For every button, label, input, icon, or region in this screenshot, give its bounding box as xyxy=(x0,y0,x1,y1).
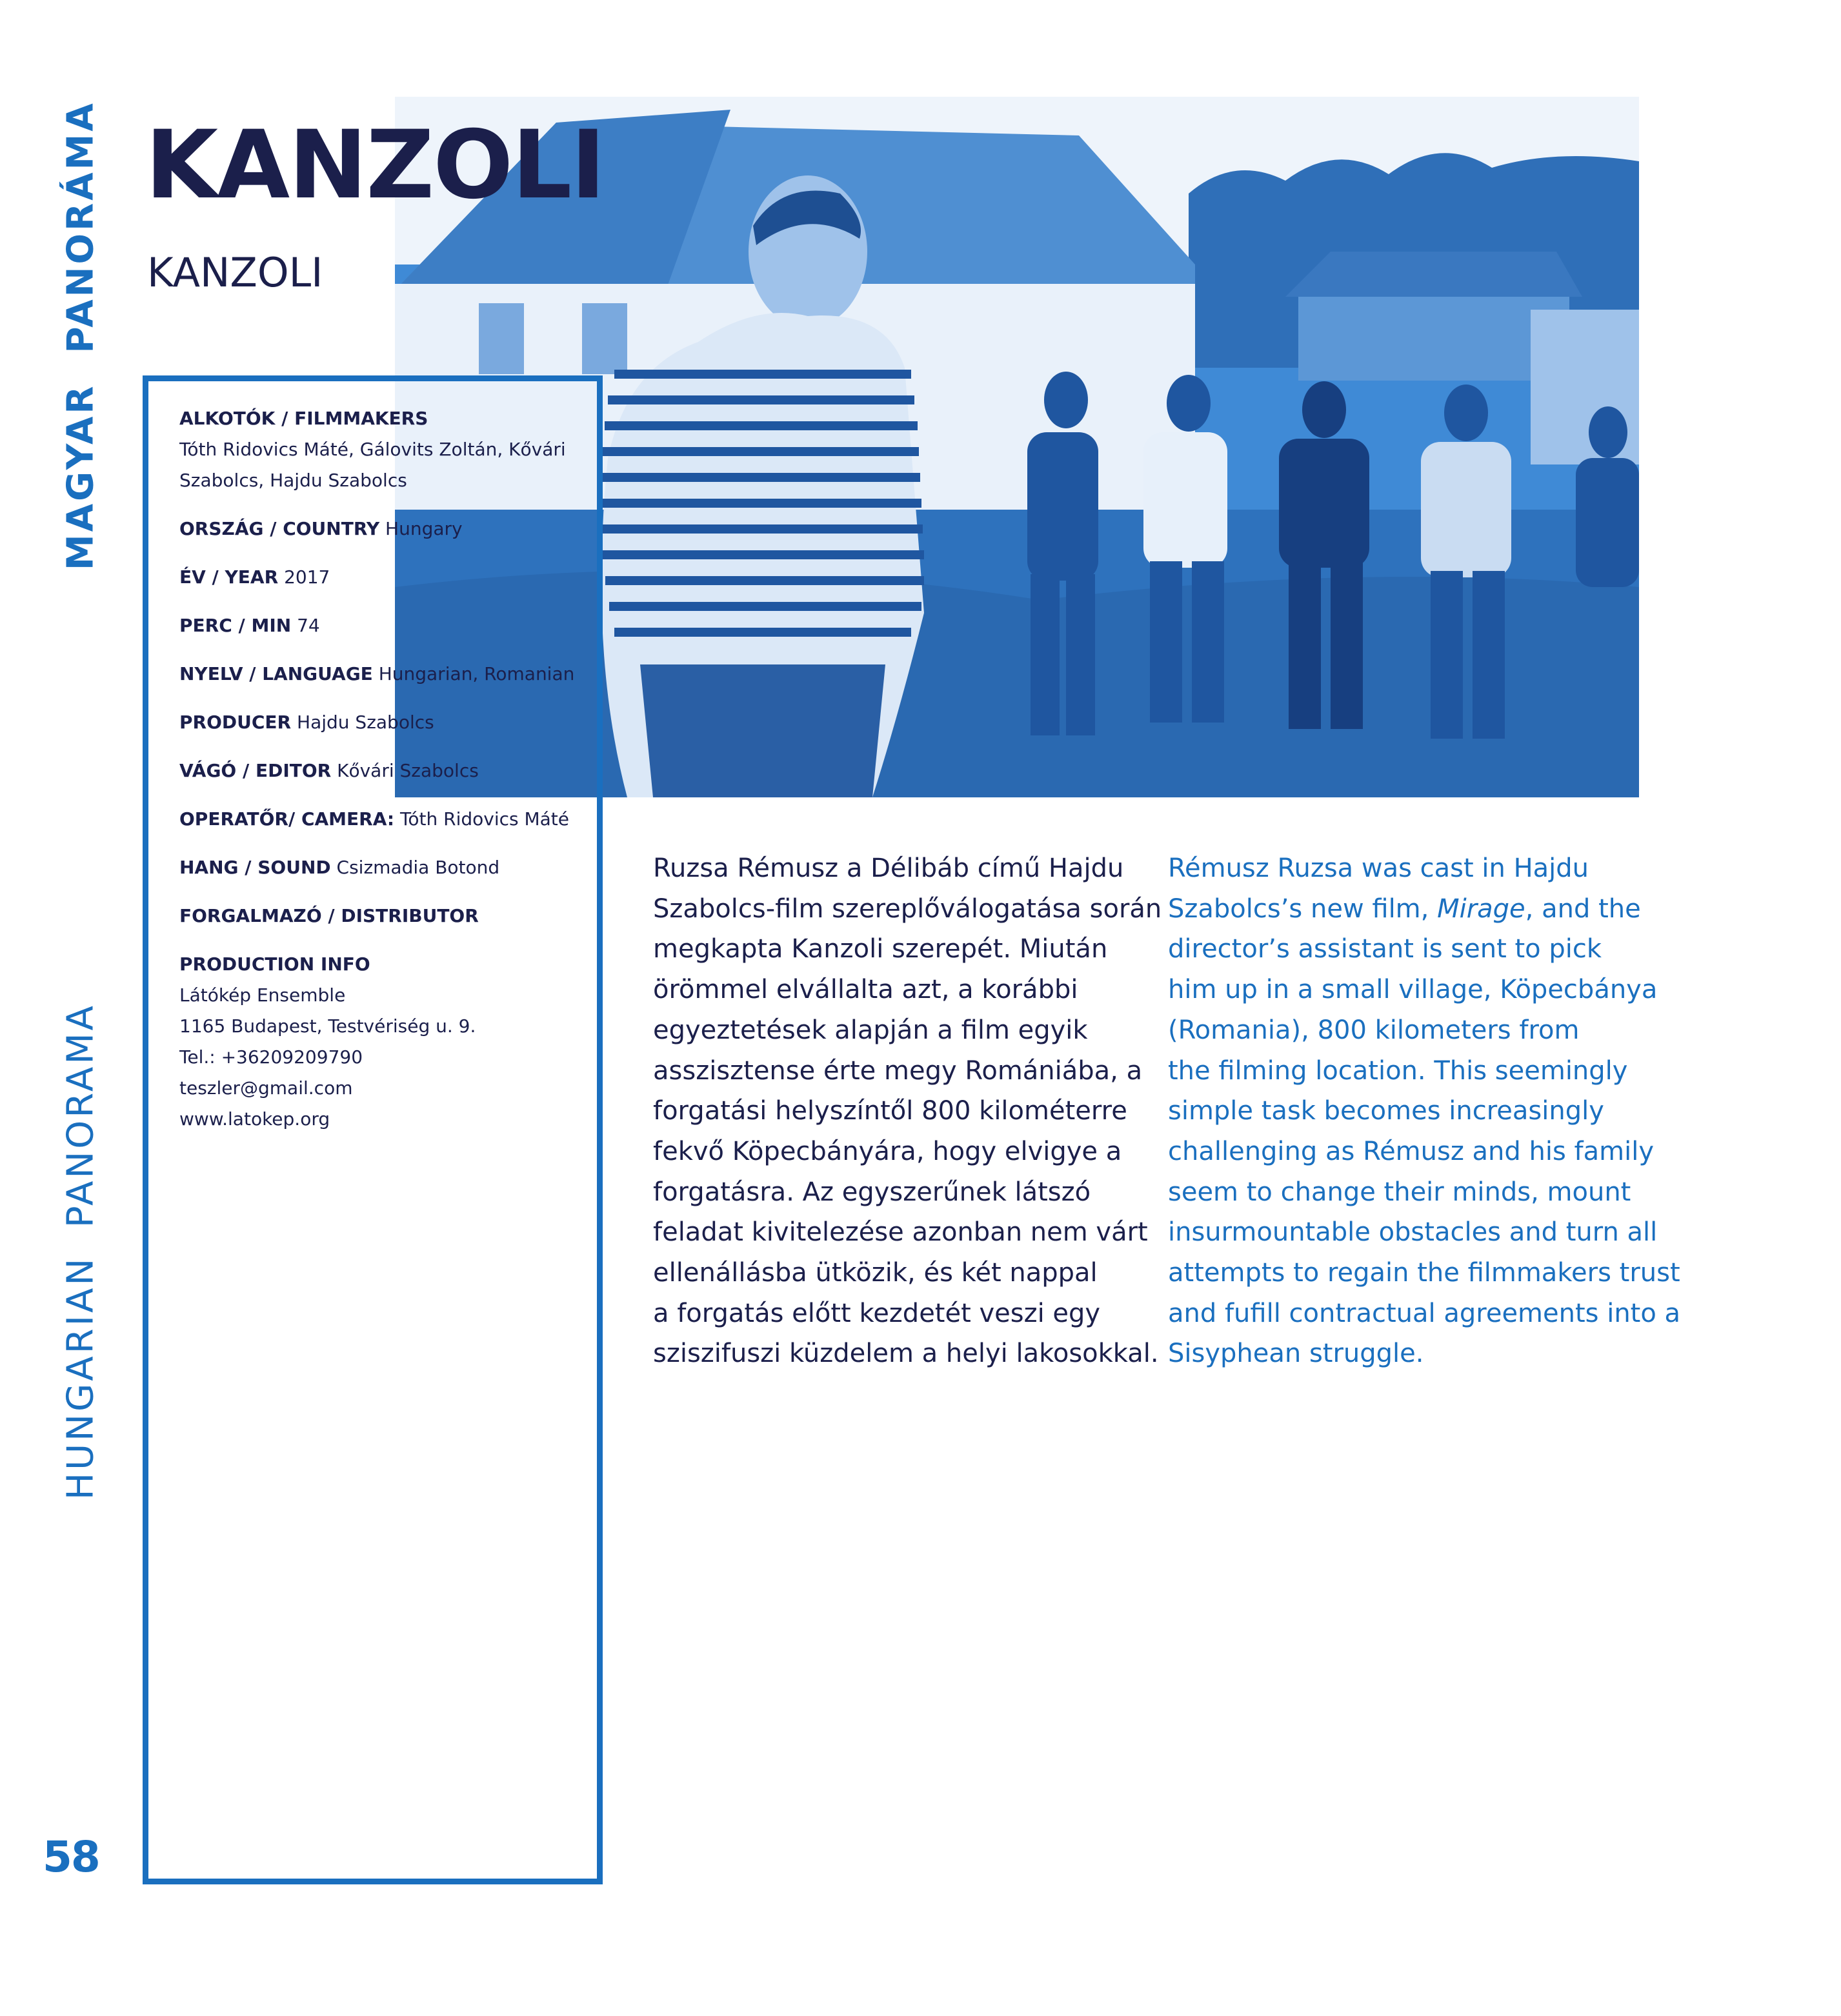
film-title-italic: Mirage xyxy=(1437,893,1525,924)
credit-value: Tóth Ridovics Máté, Gálovits Zoltán, Kővári xyxy=(179,439,566,460)
synopsis-line xyxy=(1168,889,1645,930)
section-label-hungarian: MAGYAR PANORÁMA xyxy=(59,101,102,570)
film-original-title: KANZOLI xyxy=(147,249,323,296)
credit-label: HANG / SOUND xyxy=(179,857,331,878)
synopsis-line: fekvő Köpecbányára, hogy elvigye a xyxy=(653,1136,1122,1166)
film-title: KANZOLI xyxy=(145,110,605,220)
synopsis-line: feladat kivitelezése azonban nem várt xyxy=(653,1217,1148,1248)
credit-sound xyxy=(179,852,579,883)
synopsis-line: egyeztetések alapján a film egyik xyxy=(653,1015,1088,1045)
production-company: Látókép Ensemble xyxy=(179,984,346,1006)
production-info xyxy=(179,949,579,1135)
credits-list xyxy=(179,403,579,1152)
synopsis-line: sziszifuszi küzdelem a helyi lakosokkal. xyxy=(653,1339,1159,1369)
credit-editor xyxy=(179,755,579,786)
synopsis-line: attempts to regain the filmmakers trust xyxy=(1168,1258,1680,1288)
section-label-english: HUNGARIAN PANORAMA xyxy=(59,1003,102,1500)
synopsis-line: Szabolcs-film szereplőválogatása során xyxy=(653,893,1162,924)
credit-value: Csizmadia Botond xyxy=(336,857,500,878)
credit-runtime xyxy=(179,610,579,641)
credit-value: Kővári Szabolcs xyxy=(337,760,479,781)
production-website[interactable]: www.latokep.org xyxy=(179,1108,330,1130)
credit-label: OPERATŐR/ CAMERA: xyxy=(179,808,395,830)
credit-value: 2017 xyxy=(284,566,330,588)
credit-value: Tóth Ridovics Máté xyxy=(400,808,570,830)
synopsis-line: him up in a small village, Köpecbánya xyxy=(1168,975,1658,1005)
synopsis-line: Rémusz Ruzsa was cast in Hajdu xyxy=(1168,853,1589,883)
synopsis-text: , and the xyxy=(1525,893,1641,924)
synopsis-line: asszisztense érte megy Romániába, a xyxy=(653,1055,1143,1086)
credit-producer xyxy=(179,707,579,738)
synopsis-line: challenging as Rémusz and his family xyxy=(1168,1136,1654,1166)
synopsis-line: megkapta Kanzoli szerepét. Miután xyxy=(653,934,1108,964)
credit-value: Szabolcs, Hajdu Szabolcs xyxy=(179,470,407,491)
production-info-label: PRODUCTION INFO xyxy=(179,953,370,975)
synopsis-line: forgatásra. Az egyszerűnek látszó xyxy=(653,1177,1091,1207)
synopsis-line: director’s assistant is sent to pick xyxy=(1168,934,1602,964)
credit-camera xyxy=(179,804,579,835)
credit-year xyxy=(179,562,579,593)
production-phone: Tel.: +36209209790 xyxy=(179,1046,363,1068)
synopsis-hungarian xyxy=(653,848,1162,1374)
credit-label: ORSZÁG / COUNTRY xyxy=(179,518,380,539)
production-email[interactable]: teszler@gmail.com xyxy=(179,1077,353,1099)
synopsis-line: örömmel elvállalta azt, a korábbi xyxy=(653,975,1078,1005)
credit-label: PERC / MIN xyxy=(179,615,292,636)
credit-label: ALKOTÓK / FILMMAKERS xyxy=(179,408,428,429)
synopsis-line: Sisyphean struggle. xyxy=(1168,1339,1424,1369)
production-address: 1165 Budapest, Testvériség u. 9. xyxy=(179,1015,476,1037)
credit-value: Hungary xyxy=(385,518,463,539)
synopsis-line: seem to change their minds, mount xyxy=(1168,1177,1631,1207)
credit-country xyxy=(179,514,579,544)
credit-label: PRODUCER xyxy=(179,712,292,733)
synopsis-line: the filming location. This seemingly xyxy=(1168,1055,1628,1086)
synopsis-english xyxy=(1168,848,1681,1374)
credit-value: Hajdu Szabolcs xyxy=(297,712,434,733)
synopsis-text: Szabolcs’s new film, xyxy=(1168,893,1438,924)
synopsis-line: ellenállásba ütközik, és két nappal xyxy=(653,1258,1098,1288)
synopsis-line: and fufill contractual agreements into a xyxy=(1168,1298,1681,1328)
credit-label: ÉV / YEAR xyxy=(179,566,279,588)
page-number: 58 xyxy=(43,1832,99,1882)
credit-language xyxy=(179,659,579,690)
credit-value: Hungarian, Romanian xyxy=(378,663,575,684)
credit-value: 74 xyxy=(297,615,320,636)
synopsis-line: insurmountable obstacles and turn all xyxy=(1168,1217,1658,1248)
credit-label: VÁGÓ / EDITOR xyxy=(179,760,332,781)
synopsis-line: Ruzsa Rémusz a Délibáb című Hajdu xyxy=(653,853,1124,883)
synopsis-line: (Romania), 800 kilometers from xyxy=(1168,1015,1580,1045)
credit-label: NYELV / LANGUAGE xyxy=(179,663,373,684)
synopsis-line: forgatási helyszíntől 800 kilométerre xyxy=(653,1096,1127,1126)
synopsis-line: a forgatás előtt kezdetét veszi egy xyxy=(653,1298,1101,1328)
credit-distributor xyxy=(179,901,579,932)
synopsis-line: simple task becomes increasingly xyxy=(1168,1096,1604,1126)
credit-label: FORGALMAZÓ / DISTRIBUTOR xyxy=(179,905,479,926)
credit-filmmakers xyxy=(179,403,579,496)
